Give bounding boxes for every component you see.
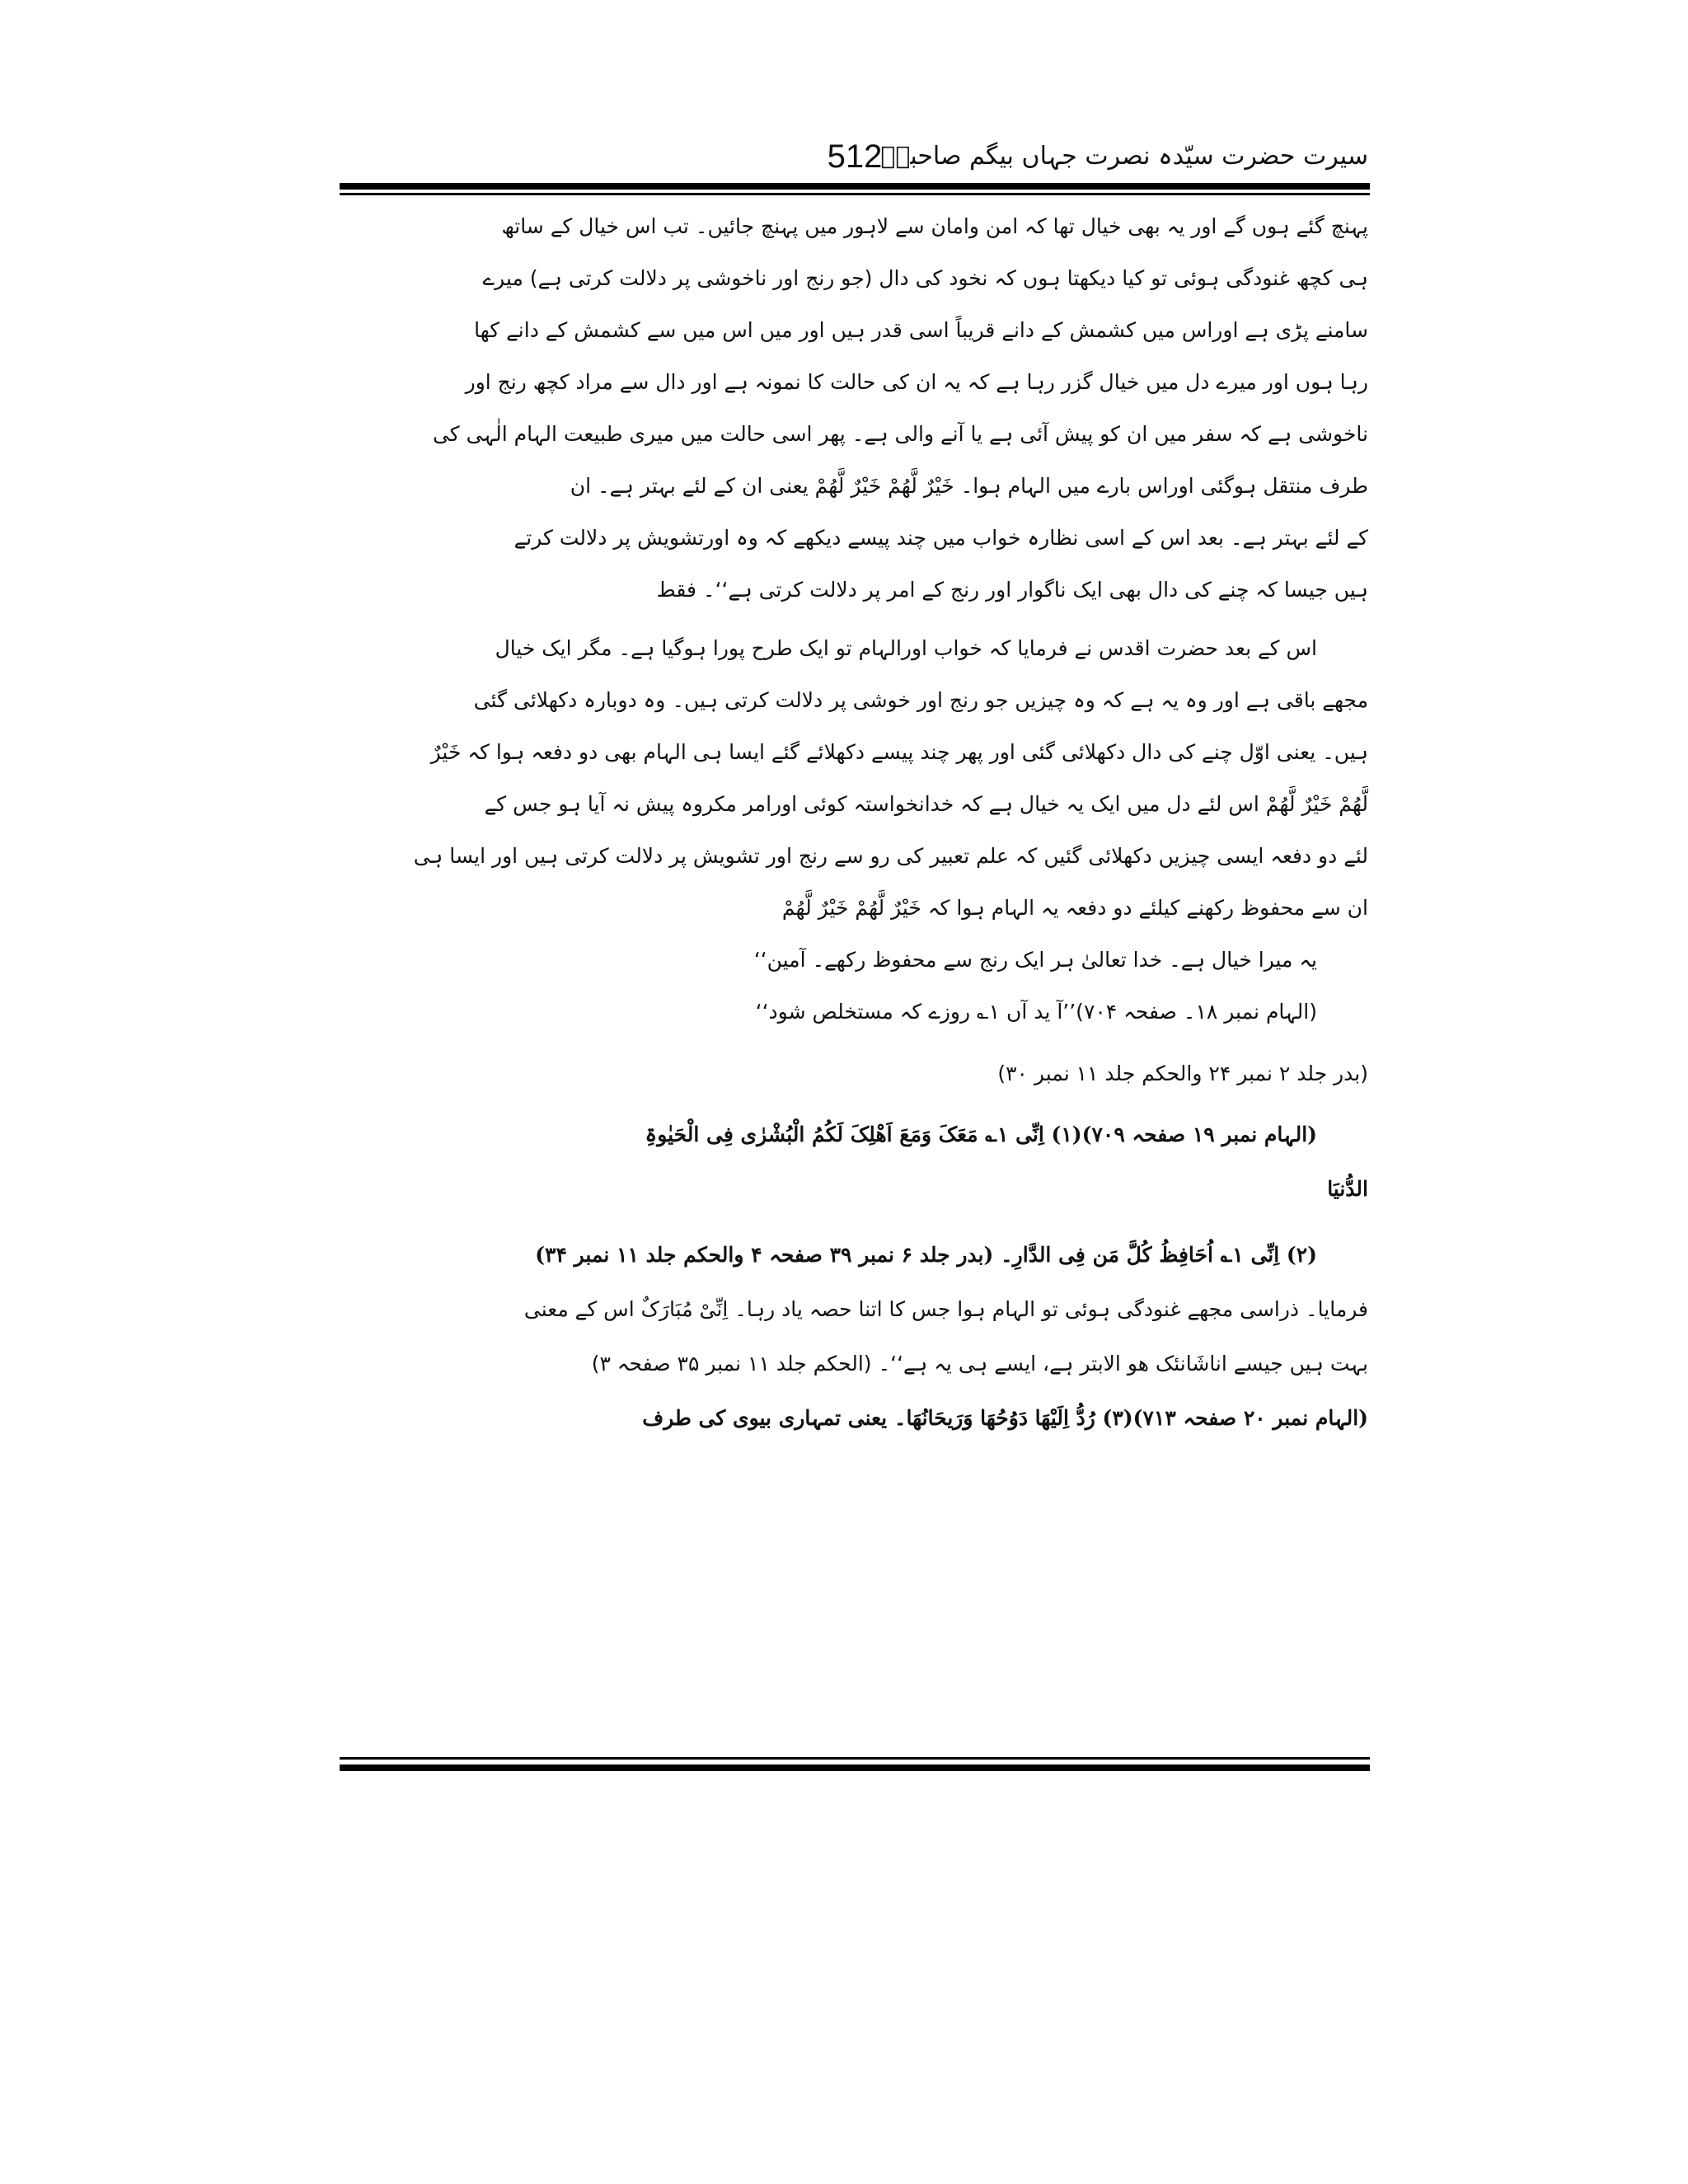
text-line: بہت ہیں جیسے اناشَانئک ھو الابتر ہے، ایسے ہی یہ ہے‘‘۔ (الحکم جلد ۱۱ نمبر ۳۵ صفحہ ۳)	[591, 1352, 1368, 1376]
running-title: سیرت حضرت سیّدہ نصرت جہاں بیگم صاحبہؓ	[880, 142, 1368, 171]
revelation-line: (الہام نمبر ۲۰ صفحہ ۷۱۳)(۳) رُدُّ اِلَیْھَا دَوُحُھَا وَرَیحَانُھَا۔ یعنی تمہاری بیوی کی طرف	[642, 1406, 1368, 1430]
text-line: لَّھُمْ خَیْرٌ لَّھُمْ اس لئے دل میں ایک یہ خیال ہے کہ خدانخواستہ کوئی اورامر مکروہ پیش نہ آیا ہو جس کے	[484, 792, 1368, 816]
text-line: ہیں۔ یعنی اوّل چنے کی دال دکھلائی گئی اور پھر چند پیسے دکھلائے گئے ایسا ہی الہام بھی دو دفعہ ہوا کہ خَیْرٌ	[430, 740, 1368, 764]
text-line: رہا ہوں اور میرے دل میں خیال گزر رہا ہے کہ یہ ان کی حالت کا نمونہ ہے اور دال سے مراد کچھ رنج اور	[465, 370, 1368, 394]
revelation-line: (۲) اِنِّی ۱؎ اُحَافِظُ کُلَّ مَن فِی الدَّارِ۔ (بدر جلد ۶ نمبر ۳۹ صفحہ ۴ والحکم جلد ۱۱ نمبر ۳۴)	[535, 1243, 1317, 1267]
text-line: ہیں جیسا کہ چنے کی دال بھی ایک ناگوار اور رنج کے امر پر دلالت کرتی ہے‘‘۔ فقط	[656, 578, 1368, 602]
text-line: ناخوشی ہے کہ سفر میں ان کو پیش آئی ہے یا آنے والی ہے۔ پھر اسی حالت میں میری طبیعت الہام الٰہی کی	[432, 422, 1368, 446]
header-rule-thin	[340, 193, 1370, 195]
body-text	[342, 202, 1368, 1751]
header-rule-thick	[340, 183, 1370, 190]
text-line: (الہام نمبر ۱۸۔ صفحہ ۷۰۴)’’آ ید آں ۱؎ روزے کہ مستخلص شود‘‘	[755, 1000, 1317, 1024]
text-line: ہی کچھ غنودگی ہوئی تو کیا دیکھتا ہوں کہ نخود کی دال (جو رنج اور ناخوشی پر دلالت کرتی ہے) میرے	[482, 266, 1368, 290]
revelation-line: (الہام نمبر ۱۹ صفحہ ۷۰۹)(۱) اِنِّی ۱؎ مَعَکَ وَمَعَ اَھْلِکَ لَکُمُ الْبُشْرٰی فِی الْحَیٰوۃِ	[645, 1122, 1317, 1146]
text-line: یہ میرا خیال ہے۔ خدا تعالیٰ ہر ایک رنج سے محفوظ رکھے۔ آمین‘‘	[753, 948, 1317, 972]
text-line: مجھے باقی ہے اور وہ یہ ہے کہ وہ چیزیں جو رنج اور خوشی پر دلالت کرتی ہیں۔ وہ دوبارہ دکھلائی گئی	[473, 688, 1368, 712]
text-line: ان سے محفوظ رکھنے کیلئے دو دفعہ یہ الہام ہوا کہ خَیْرٌ لَّھُمْ خَیْرٌ لَّھُمْ	[781, 896, 1368, 920]
text-line: فرمایا۔ ذراسی مجھے غنودگی ہوئی تو الہام ہوا جس کا اتنا حصہ یاد رہا۔ اِنِّیْ مُبَارَکٌ اس کے معنی	[523, 1297, 1368, 1321]
reference-line: (بدر جلد ۲ نمبر ۲۴ والحکم جلد ۱۱ نمبر ۳۰)	[997, 1062, 1368, 1085]
text-line: پہنچ گئے ہوں گے اور یہ بھی خیال تھا کہ امن وامان سے لاہور میں پہنچ جائیں۔ تب اس خیال کے ساتھ	[501, 214, 1368, 238]
footer-rule-thick	[340, 1765, 1370, 1771]
text-line: لئے دو دفعہ ایسی چیزیں دکھلائی گئیں کہ علم تعبیر کی رو سے رنج اور تشویش پر دلالت کرتی ہیں اور ایسا ہی	[413, 844, 1368, 868]
page-header	[342, 132, 1368, 181]
text-line: کے لئے بہتر ہے۔ بعد اس کے اسی نظارہ خواب میں چند پیسے دیکھے کہ وہ اورتشویش پر دلالت کرتے	[513, 526, 1368, 550]
text-line: طرف منتقل ہوگئی اوراس بارے میں الہام ہوا۔ خَیْرٌ لَّھُمْ خَیْرٌ لَّھُمْ یعنی ان کے لئے بہتر ہے۔ ان	[570, 474, 1368, 498]
revelation-line: الدُّنیَا	[1327, 1177, 1368, 1201]
text-line: سامنے پڑی ہے اوراس میں کشمش کے دانے قریباً اسی قدر ہیں اور میں اس میں سے کشمش کے دانے کھا	[474, 318, 1368, 342]
page-number: 512	[827, 138, 883, 175]
text-line: اس کے بعد حضرت اقدس نے فرمایا کہ خواب اورالہام تو ایک طرح پورا ہوگیا ہے۔ مگر ایک خیال	[495, 636, 1317, 660]
footer-rule-thin	[340, 1757, 1370, 1760]
